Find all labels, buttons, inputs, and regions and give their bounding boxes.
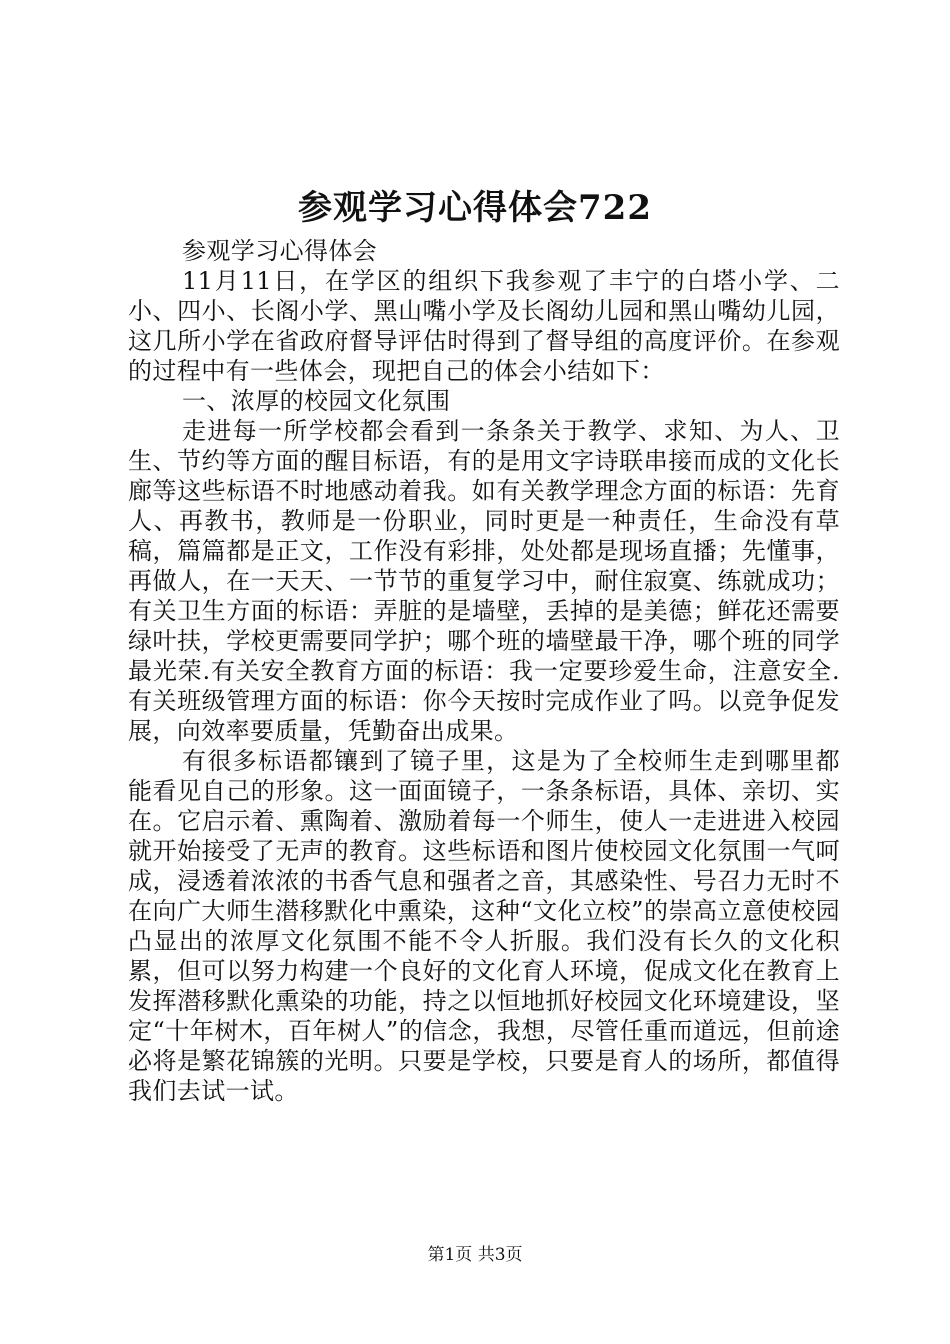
paragraph-slogans: 走进每一所学校都会看到一条条关于教学、求知、为人、卫生、节约等方面的醒目标语，有的是用文字诗联串接而成的文化长廊等这些标语不时地感动着我。如有关教学理念方面的标语：先育人、再教书，教师是一份职业，同时更是一种责任，生命没有草稿，篇篇都是正文，工作没有彩排，处处都是现场直播；先懂事，再做人，在一天天、一节节的重复学习中，耐住寂寞、练就成功；有关卫生方面的标语：弄脏的是墙壁，丢掉的是美德；鲜花还需要绿叶扶，学校更需要同学护；哪个班的墙壁最干净，哪个班的同学最光荣.有关安全教育方面的标语：我一定要珍爱生命，注意安全.有关班级管理方面的标语：你今天按时完成作业了吗。以竞争促发展，向效率要质量，凭勤奋出成果。: [128, 417, 840, 745]
section-heading: 一、浓厚的校园文化氛围: [182, 387, 451, 415]
paragraph-mirrors: 有很多标语都镶到了镜子里，这是为了全校师生走到哪里都能看见自己的形象。这一面面镜子，一条条标语，具体、亲切、实在。它启示着、熏陶着、激励着每一个师生，使人一走进进入校园就开始接受了无声的教育。这些标语和图片使校园文化氛围一气呵成，浸透着浓浓的书香气息和强者之音，其感染性、号召力无时不在向广大师生潜移默化中熏染，这种“文化立校”的崇高立意使校园凸显出的浓厚文化氛围不能不令人折服。我们没有长久的文化积累，但可以努力构建一个良好的文化育人环境，促成文化在教育上发挥潜移默化熏染的功能，持之以恒地抓好校园文化环境建设，坚定“十年树木，百年树人”的信念，我想，尽管任重而道远，但前途必将是繁花锦簇的光明。只要是学校，只要是育人的场所，都值得我们去试一试。: [128, 747, 840, 1105]
document-title: 参观学习心得体会722: [298, 188, 652, 228]
paragraph-intro: 11月11日，在学区的组织下我参观了丰宁的白塔小学、二小、四小、长阁小学、黑山嘴小学及长阁幼儿园和黑山嘴幼儿园，这几所小学在省政府督导评估时得到了督导组的高度评价。在参观的过程中有一些体会，现把自己的体会小结如下：: [128, 267, 840, 385]
page-number-footer: 第1页 共3页: [427, 1245, 523, 1265]
document-body: [128, 236, 840, 1106]
paragraph-subtitle: 参观学习心得体会: [182, 237, 378, 265]
